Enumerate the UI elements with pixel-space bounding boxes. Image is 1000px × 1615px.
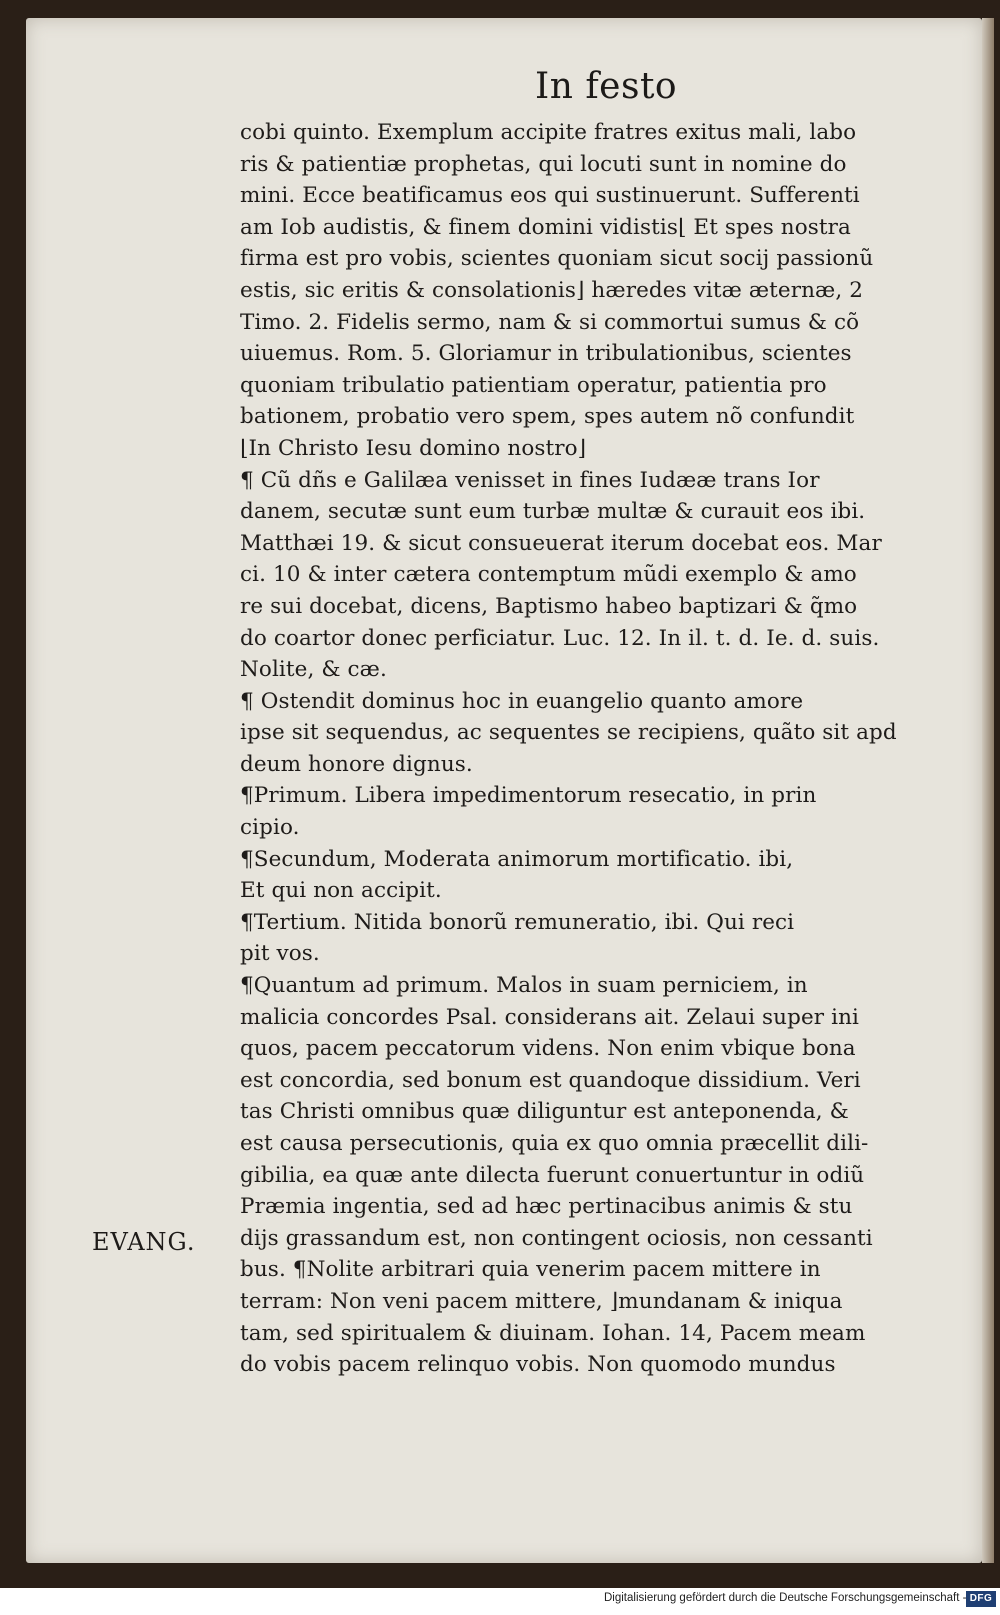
text-line: ¶ Ostendit dominus hoc in euangelio quanto amore	[240, 688, 804, 714]
text-line: bus. ¶Nolite arbitrari quia venerim pacem mittere in	[240, 1257, 821, 1283]
text-line: ¶Tertium. Nitida bonorũ remuneratio, ibi. Qui reci	[240, 909, 795, 935]
text-line: Et qui non accipit.	[240, 878, 442, 904]
text-line: malicia concordes Psal. considerans ait. Zelaui super ini	[240, 1004, 859, 1030]
text-line: am Iob audistis, & finem domini vidistis⌊ Et spes nostra	[240, 214, 851, 240]
text-line: mini. Ecce beatificamus eos qui sustinuerunt. Sufferenti	[240, 183, 860, 209]
running-head: In festo	[535, 66, 678, 107]
text-line: ris & patientiæ prophetas, qui locuti sunt in nomine do	[240, 151, 847, 177]
text-line: est concordia, sed bonum est quandoque dissidium. Veri	[240, 1067, 861, 1093]
text-line: ¶Quantum ad primum. Malos in suam perniciem, in	[240, 973, 808, 999]
text-line: firma est pro vobis, scientes quoniam sicut socij passionũ	[240, 246, 874, 272]
page-edge	[982, 18, 994, 1563]
text-line: pit vos.	[240, 941, 320, 967]
text-line: uiuemus. Rom. 5. Gloriamur in tribulationibus, scientes	[240, 341, 852, 367]
text-line: ¶ Cũ dñs e Galilæa venisset in fines Iudææ trans Ior	[240, 467, 820, 493]
dfg-logo: DFG	[966, 1591, 996, 1607]
text-line: ⌊In Christo Iesu domino nostro⌋	[240, 435, 587, 461]
text-line: ¶Primum. Libera impedimentorum resecatio, in prin	[240, 783, 817, 809]
text-line: do vobis pacem relinquo vobis. Non quomodo mundus	[240, 1352, 836, 1378]
text-line: ci. 10 & inter cætera contemptum mũdi exemplo & amo	[240, 562, 857, 588]
text-line: ¶Secundum, Moderata animorum mortificatio. ibi,	[240, 846, 794, 872]
text-line: Matthæi 19. & sicut consueuerat iterum docebat eos. Mar	[240, 530, 882, 556]
text-line: est causa persecutionis, quia ex quo omnia præcellit dili-	[240, 1131, 869, 1156]
text-line: Timo. 2. Fidelis sermo, nam & si commortui sumus & cõ	[240, 309, 860, 335]
text-line: dijs grassandum est, non contingent ociosis, non cessanti	[240, 1225, 873, 1251]
text-line: danem, secutæ sunt eum turbæ multæ & curauit eos ibi.	[240, 499, 866, 525]
text-line: re sui docebat, dicens, Baptismo habeo baptizari & q̃mo	[240, 593, 858, 619]
text-line: quoniam tribulatio patientiam operatur, patientia pro	[240, 372, 827, 398]
text-line: cipio.	[240, 815, 300, 841]
text-line: bationem, probatio vero spem, spes autem nõ confundit	[240, 404, 855, 430]
text-line: Nolite, & cæ.	[240, 657, 387, 683]
margin-note: EVANG.	[92, 1228, 196, 1256]
text-line: quos, pacem peccatorum videns. Non enim vbique bona	[240, 1036, 856, 1062]
text-line: tam, sed spiritualem & diuinam. Iohan. 14, Pacem meam	[240, 1320, 866, 1346]
text-line: cobi quinto. Exemplum accipite fratres exitus mali, labo	[240, 120, 857, 145]
body-text	[240, 117, 940, 1381]
text-line: gibilia, ea quæ ante dilecta fuerunt conuertuntur in odiũ	[240, 1162, 865, 1188]
text-line: terram: Non veni pacem mittere, ⌋mundanam & iniqua	[240, 1288, 843, 1314]
text-line: Præmia ingentia, sed ad hæc pertinacibus animis & stu	[240, 1194, 853, 1220]
text-line: ipse sit sequendus, ac sequentes se recipiens, quãto sit apd	[240, 720, 897, 746]
text-line: estis, sic eritis & consolationis⌋ hæredes vitæ æternæ, 2	[240, 277, 864, 303]
text-line: do coartor donec perficiatur. Luc. 12. In il. t. d. Ie. d. suis.	[240, 625, 880, 651]
text-line: deum honore dignus.	[240, 751, 473, 777]
text-line: tas Christi omnibus quæ diliguntur est anteponenda, &	[240, 1099, 849, 1125]
digitization-credit: Digitalisierung gefördert durch die Deutsche Forschungsgemeinschaft -	[604, 1592, 967, 1604]
